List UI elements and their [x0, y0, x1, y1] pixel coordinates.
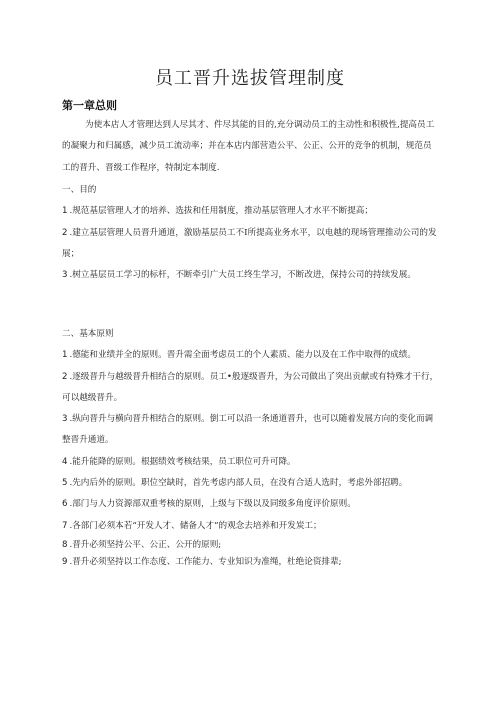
item-text: .规范基层管理人才的培养、选拔和任用制度，推动基层管理人才水平不断提高； [69, 206, 373, 217]
item-number: 7 [62, 520, 68, 531]
item-text: .晋升必须坚持以工作态度、工作能力、专业知识为准绳，杜绝论资排辈; [69, 556, 342, 567]
item-number: 5 [62, 478, 68, 489]
list-item [62, 516, 440, 537]
item-text: .晋升必须坚持公平、公正、公开的原则; [69, 539, 222, 550]
item-text: .建立基层管理人员晋升通道，激励基层员工不I所提高业务水平，以电越的现场管理推动公司的发展； [62, 227, 437, 259]
item-number: 4 [62, 456, 68, 467]
list-item [62, 494, 440, 515]
item-number: 8 [62, 539, 68, 550]
list-item [62, 409, 440, 452]
intro-paragraph: 为使本店人才管理达到人尽其才、件尽其能的目的,充分调动员工的主动性和积极性,提高员工的凝聚力和归属感，减少员工流动率；并在本店内部营造公平、公正、公开的竞争的机制，规范员工的晋升、晋级工作程序，特制定本制度. [62, 120, 435, 173]
item-number: 1 [62, 206, 68, 217]
item-text: .部门与人力资源部双重考核的原则，上级与下级以及同级多角度评价原则。 [69, 499, 356, 510]
item-number: 9 [62, 556, 68, 567]
list-item [62, 367, 440, 410]
item-text: .树立基层员工学习的标杆，不断牵引广大员工终生学习，不断改进，保持公司的持续发展。 [69, 270, 416, 281]
section-principles [62, 324, 440, 571]
item-text: .先内后外的原则。职位空缺时，首先考虑内部人员，在没有合适人选时，考虑外部招聘。 [69, 478, 408, 489]
page-title: 员工晋升选拔管理制度 [155, 68, 345, 89]
item-number: 1 [62, 350, 68, 361]
section-purpose [62, 180, 440, 286]
item-number: 2 [62, 371, 68, 382]
section-heading: 二、基本原则 [62, 329, 114, 339]
list-item [62, 345, 440, 366]
list-item [62, 452, 440, 473]
list-item [62, 265, 440, 286]
item-text: .德能和业绩并全的原则。晋升需全面考虑员工的个人素质、能力以及在工作中取得的成绩。 [69, 350, 416, 361]
list-item [62, 223, 440, 266]
item-number: 2 [62, 227, 68, 238]
item-number: 3 [62, 414, 68, 425]
item-text: .逐级晋升与越级晋升相结合的原则。员工•般逐级晋升，为公司做出了突出贡献或有特殊才干行，可以越级晋升。 [62, 371, 439, 403]
list-item [62, 537, 440, 554]
section-heading: 一、目的 [62, 185, 97, 195]
item-number: 6 [62, 499, 68, 510]
list-item [62, 201, 440, 222]
chapter-heading: 第一章总则 [62, 99, 117, 112]
list-item [62, 473, 440, 494]
list-item [62, 554, 440, 571]
item-number: 3 [62, 270, 68, 281]
item-text: .纵向晋升与横向晋升相结合的原则。倒工可以沿一条通道晋升，也可以随着发展方向的变化而调整晋升通道。 [62, 414, 434, 446]
item-text: .各部门必须本若“开发人才、储备人才”的观念去培养和开发炭工； [69, 520, 322, 531]
item-text: .能升能降的原则。根据绩效考核结果，员工职位可升可降。 [69, 456, 296, 467]
